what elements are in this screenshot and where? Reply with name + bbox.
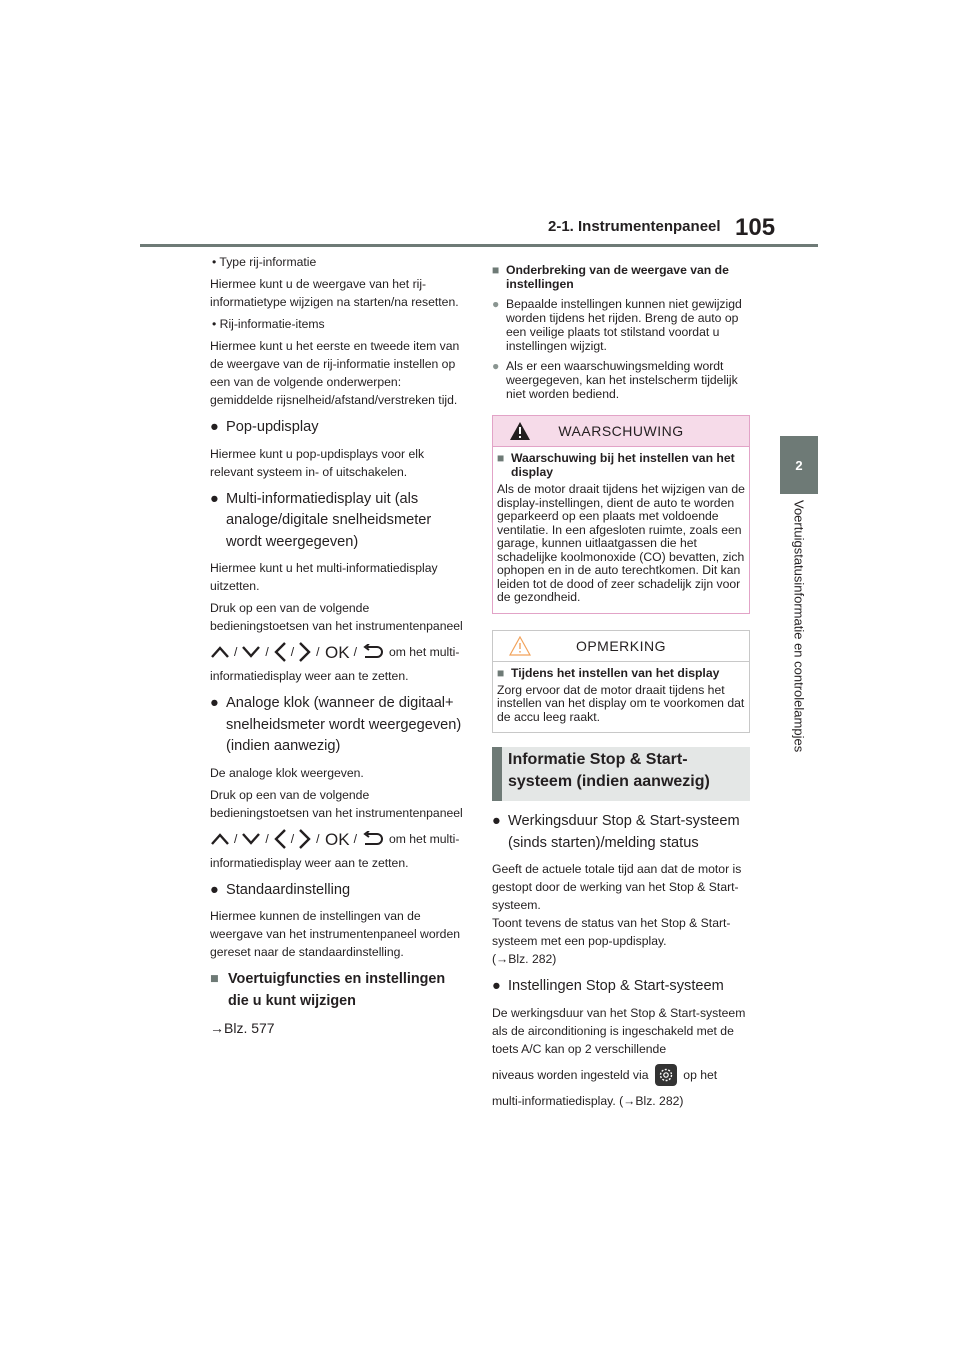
duration-heading: ● Werkingsduur Stop & Start-systeem (sinds starten)/melding status (492, 813, 740, 851)
bullet-icon: ● (210, 695, 219, 711)
clock-text1: De analoge klok weergeven. (210, 765, 364, 780)
warning-body (493, 447, 749, 613)
settings-text2a: niveaus worden ingesteld via (492, 1067, 649, 1082)
bullet-icon: ● (210, 419, 219, 435)
mid-off-heading: ● Multi-informatiedisplay uit (als analoge/digitale snelheidsmeter wordt weergegeven) (210, 490, 432, 550)
square-bullet-icon: ■ (492, 263, 500, 277)
mid-off-text1: Hiermee kunt u het multi-informatiedisplay uitzetten. (210, 561, 438, 593)
page-number: 105 (735, 214, 776, 241)
chevron-down-icon (241, 832, 261, 846)
warning-title: WAARSCHUWING (558, 423, 684, 439)
info-items-subitem: • Rij-informatie-items (212, 317, 325, 331)
key-sequence: / / / / OK / om het multi- (210, 639, 465, 665)
bullet-icon: ● (210, 490, 219, 507)
mid-off-text2: Druk op een van de volgende bedieningstoetsen van het instrumentenpaneel (210, 601, 463, 633)
bullet-icon: ● (492, 813, 501, 829)
chapter-number: 2 (795, 457, 803, 473)
bullet-icon: ● (492, 359, 500, 373)
chevron-up-icon (210, 645, 230, 659)
duration-text1: Geeft de actuele totale tijd aan dat de motor is gestopt door de werking van het Stop & Start-systeem. (492, 862, 742, 912)
note-text: Zorg ervoor dat de motor draait tijdens het instellen van het display om te voorkomen dat de accu leeg raakt. (497, 682, 745, 724)
square-bullet-icon: ■ (497, 451, 505, 465)
section-banner: Informatie Stop & Start-systeem (indien aanwezig) (492, 747, 750, 801)
clock-heading: ● Analoge klok (wanneer de digitaal+ snelheidsmeter wordt weergegeven) (indien aanwezig) (210, 695, 462, 754)
back-icon (361, 831, 383, 847)
left-column (210, 253, 465, 1038)
chapter-tab (780, 436, 818, 494)
chevron-up-icon (210, 832, 230, 846)
settings-heading: ● Instellingen Stop & Start-systeem (492, 976, 750, 998)
chevron-right-icon (298, 641, 312, 663)
popup-text: Hiermee kunt u pop-updisplays voor elk relevant systeem in- of uitschakelen. (210, 446, 425, 479)
bullet-icon: ● (492, 978, 501, 994)
svg-text:OK: OK (324, 643, 350, 661)
square-bullet-icon: ■ (210, 971, 219, 987)
mid-off-text3: informatiedisplay weer aan te zetten. (210, 669, 409, 683)
warning-text: Als de motor draait tijdens het wijzigen van de display-instellingen, dient de auto te worden geparkeerd op een plaats met voldoende ventilatie. In een afgesloten ruimte, zoals een garage, kunnen uitlaatgassen die het schadelijke koolmonoxide (CO) bevatten, zich ophopen en in de auto terechtkomen. Dit kan leiden tot de dood of zeer schadelijk zijn voor de gezondheid. (497, 482, 745, 604)
type-info-text: Hiermee kunt u de weergave van het rij-informatietype wijzigen na starten/na resetten. (210, 277, 459, 309)
default-text: Hiermee kunnen de instellingen van de weergave van het instrumentenpaneel worden gereset naar de standaardinstelling. (210, 909, 461, 959)
chapter-title (791, 500, 807, 780)
section-title: 2-1. Instrumentenpaneel (548, 218, 721, 235)
warning-triangle-icon (509, 421, 531, 441)
note-body (493, 662, 749, 733)
warning-heading: ■ Waarschuwing bij het instellen van het display (497, 451, 735, 479)
settings-text1: De werkingsduur van het Stop & Start-systeem als de airconditioning is ingeschakeld met de toets A/C kan op 2 verschillende (492, 1005, 746, 1056)
clock-text2: Druk op een van de volgende bedieningstoetsen van het instrumentenpaneel (210, 787, 463, 820)
warning-header (493, 416, 749, 447)
settings-text2 (492, 1062, 750, 1088)
settings-text3: multi-informatiedisplay. (→Blz. 282) (492, 1093, 684, 1108)
info-items-text: Hiermee kunt u het eerste en tweede item van de weergave van de rij-informatie instellen op een van de volgende onderwerpen: gemiddelde rijsnelheid/afstand/verstreken tijd. (210, 339, 460, 407)
note-title: OPMERKING (575, 637, 667, 654)
ok-icon (324, 643, 350, 661)
note-heading: ■ Tijdens het instellen van het display (497, 665, 720, 680)
clock-text3: informatiedisplay weer aan te zetten. (210, 855, 409, 870)
square-bullet-icon: ■ (497, 665, 505, 680)
right-column (492, 263, 750, 1114)
keys-suffix: om het multi- (388, 645, 460, 659)
header-rule (140, 244, 818, 247)
functions-heading: ■ Voertuigfuncties en instellingen die u kunt wijzigen (210, 971, 446, 1009)
interrupt-bullet2: ● Als er een waarschuwingsmelding wordt weergegeven, kan het instelscherm tijdelijk niet worden bediend. (492, 359, 738, 401)
warning-box (492, 415, 750, 614)
note-box (492, 630, 750, 734)
chevron-right-icon (298, 828, 312, 850)
functions-ref[interactable]: →Blz. 577 (210, 1020, 275, 1036)
chevron-left-icon (273, 828, 287, 850)
popup-heading: ● Pop-updisplay (210, 417, 465, 439)
key-sequence: / / / / OK / om het multi- (210, 826, 465, 852)
chapter-title-text: Voertuigstatusinformatie en controlelampjes (791, 500, 807, 753)
chevron-down-icon (241, 645, 261, 659)
interrupt-bullet1: ● Bepaalde instellingen kunnen niet gewijzigd worden tijdens het rijden. Breng de auto op een veilige plaats tot stilstand voordat u instellingen wijzigt. (492, 297, 742, 353)
settings-gear-icon (655, 1064, 677, 1086)
caution-triangle-icon (509, 636, 531, 656)
bullet-icon: ● (210, 881, 219, 898)
note-header (493, 631, 749, 662)
type-info-subitem: • Type rij-informatie (212, 255, 317, 269)
keys-suffix: om het multi- (388, 831, 460, 846)
duration-text2: Toont tevens de status van het Stop & Start-systeem met een pop-updisplay. (492, 916, 731, 948)
ok-icon (324, 830, 350, 848)
interrupt-heading: ■ Onderbreking van de weergave van de instellingen (492, 263, 729, 291)
duration-ref[interactable]: (→Blz. 282) (492, 952, 557, 966)
chevron-left-icon (273, 641, 287, 663)
settings-text2b: op het (683, 1067, 718, 1082)
back-icon (361, 644, 383, 660)
svg-text:OK: OK (324, 829, 350, 848)
default-heading: ● Standaardinstelling (210, 880, 465, 902)
bullet-icon: ● (492, 297, 500, 311)
